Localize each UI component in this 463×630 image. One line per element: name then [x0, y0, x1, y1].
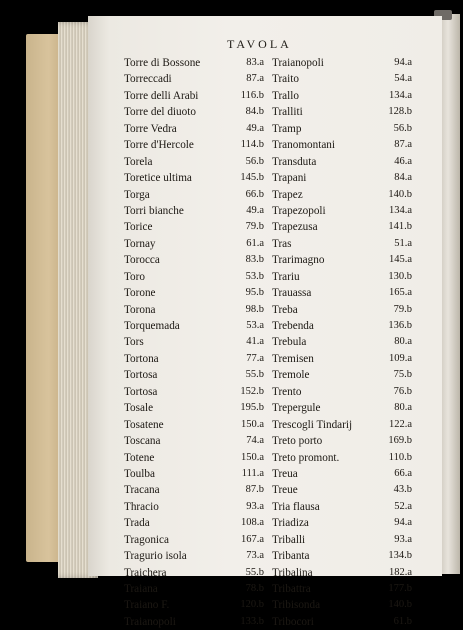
entry-page-ref: 94.a: [394, 57, 412, 68]
entry-page-ref: 136.b: [388, 320, 412, 331]
entry-name: Tribisonda: [272, 599, 321, 612]
index-entry: [124, 269, 264, 285]
entry-page-ref: 141.b: [388, 221, 412, 233]
index-entry: [124, 367, 264, 383]
entry-page-ref: 84.b: [245, 106, 264, 118]
entry-name: Torre d'Hercole: [124, 139, 194, 152]
entry-name: Traianopoli: [272, 57, 324, 69]
index-entry: [124, 302, 264, 318]
entry-name: Tortosa: [124, 369, 158, 382]
index-entry: [124, 55, 264, 71]
entry-name: Toro: [124, 270, 145, 283]
entry-name: Torreccadi: [124, 73, 172, 86]
entry-name: Torela: [124, 155, 153, 168]
entry-page-ref: 133.b: [240, 615, 264, 627]
entry-page-ref: 76.b: [393, 385, 412, 397]
entry-name: Traiana: [124, 583, 158, 595]
index-entry: [272, 104, 412, 120]
entry-page-ref: 145.a: [388, 254, 412, 266]
index-entry: [272, 137, 412, 153]
entry-page-ref: 109.a: [388, 352, 412, 364]
entry-page-ref: 61.b: [393, 615, 412, 627]
entry-page-ref: 140.b: [388, 599, 412, 611]
entry-page-ref: 182.a: [388, 566, 412, 578]
entry-page-ref: 80.a: [394, 336, 412, 348]
entry-page-ref: 83.b: [245, 254, 264, 266]
entry-name: Transduta: [272, 155, 317, 168]
entry-page-ref: 49.a: [246, 122, 264, 134]
page-title: TAVOLA: [227, 37, 292, 51]
entry-page-ref: 93.a: [246, 500, 264, 512]
index-entry: [272, 236, 412, 252]
index-entry: [272, 417, 412, 433]
entry-name: Trepergule: [272, 402, 321, 415]
entry-page-ref: 195.b: [240, 402, 264, 414]
entry-page-ref: 167.a: [240, 533, 264, 545]
index-entry: [124, 154, 264, 170]
entry-name: Trento: [272, 385, 302, 398]
entry-name: Trarimagno: [272, 254, 325, 267]
entry-page-ref: 55.b: [245, 369, 264, 381]
entry-name: Trescogli Tindarij: [272, 418, 353, 431]
entry-name: Trada: [124, 517, 150, 530]
entry-name: Treue: [272, 484, 298, 497]
entry-page-ref: 53.b: [245, 270, 264, 282]
entry-name: Treto porto: [272, 435, 323, 448]
entry-page-ref: 56.b: [393, 122, 412, 134]
entry-name: Treba: [272, 303, 298, 316]
index-entry: [124, 137, 264, 153]
entry-name: Torre delli Arabi: [124, 89, 199, 102]
index-entry: [272, 384, 412, 400]
entry-page-ref: 49.a: [246, 204, 264, 216]
index-entry: [272, 154, 412, 170]
entry-page-ref: 128.b: [388, 106, 412, 118]
entry-page-ref: 87.a: [246, 73, 264, 85]
entry-page-ref: 73.a: [246, 550, 264, 562]
entry-page-ref: 130.b: [388, 270, 412, 282]
entry-page-ref: 134.a: [388, 89, 412, 101]
entry-name: Treua: [272, 467, 298, 480]
index-entry: [272, 515, 412, 531]
entry-page-ref: 46.a: [394, 155, 412, 167]
index-entry: [272, 318, 412, 334]
index-entry: [272, 548, 412, 564]
index-entry: [124, 203, 264, 219]
index-entry: [272, 55, 412, 71]
entry-name: Tremisen: [272, 352, 314, 365]
entry-page-ref: 111.a: [241, 467, 264, 479]
entry-page-ref: 140.b: [388, 188, 412, 200]
index-entry: [124, 384, 264, 400]
entry-page-ref: 150.a: [240, 418, 264, 430]
entry-name: Tortosa: [124, 385, 158, 398]
entry-page-ref: 95.b: [245, 287, 264, 299]
entry-page-ref: 116.b: [240, 89, 264, 101]
index-entry: [124, 515, 264, 531]
index-entry: [272, 203, 412, 219]
index-entry: [272, 400, 412, 416]
entry-page-ref: 78.b: [245, 583, 264, 594]
index-entry: [124, 219, 264, 235]
entry-name: Traito: [272, 73, 299, 86]
entry-name: Tramp: [272, 122, 302, 135]
index-entry: [272, 334, 412, 350]
entry-name: Torga: [124, 188, 150, 201]
index-entry: [124, 318, 264, 334]
entry-name: Torquemada: [124, 320, 180, 332]
index-column-right: [272, 55, 412, 630]
entry-page-ref: 56.b: [245, 155, 264, 167]
entry-page-ref: 145.b: [240, 172, 264, 184]
index-entry: [272, 581, 412, 597]
entry-name: Toulba: [124, 467, 155, 480]
index-entry: [272, 482, 412, 498]
entry-name: Tragonica: [124, 533, 169, 546]
entry-name: Tortona: [124, 352, 159, 365]
index-entry: [272, 614, 412, 630]
entry-name: Toscana: [124, 435, 161, 448]
entry-name: Tras: [272, 237, 292, 250]
entry-name: Torone: [124, 287, 156, 300]
index-entry: [272, 219, 412, 235]
entry-name: Torice: [124, 221, 153, 234]
entry-page-ref: 55.b: [245, 566, 264, 578]
entry-name: Tracana: [124, 484, 160, 497]
entry-page-ref: 41.a: [246, 336, 264, 348]
entry-page-ref: 83.a: [246, 57, 264, 68]
entry-page-ref: 87.a: [394, 139, 412, 151]
entry-page-ref: 53.a: [246, 320, 264, 331]
index-entry: [124, 499, 264, 515]
entry-page-ref: 108.a: [240, 517, 264, 529]
index-entry: [272, 499, 412, 515]
entry-name: Torri bianche: [124, 204, 184, 217]
index-entry: [124, 351, 264, 367]
index-entry: [272, 285, 412, 301]
index-entry: [124, 450, 264, 466]
entry-name: Torre Vedra: [124, 122, 177, 135]
index-entry: [272, 351, 412, 367]
entry-page-ref: 54.a: [394, 73, 412, 85]
entry-name: Torre di Bossone: [124, 57, 201, 69]
entry-page-ref: 87.b: [245, 484, 264, 496]
entry-page-ref: 75.b: [393, 369, 412, 381]
entry-page-ref: 134.a: [388, 204, 412, 216]
index-entry: [124, 285, 264, 301]
entry-name: Trebula: [272, 336, 307, 349]
entry-page-ref: 169.b: [388, 435, 412, 447]
entry-page-ref: 177.b: [388, 583, 412, 594]
entry-name: Trapezusa: [272, 221, 318, 234]
index-entry: [272, 532, 412, 548]
index-entry: [272, 252, 412, 268]
index-entry: [272, 565, 412, 581]
entry-page-ref: 93.a: [394, 533, 412, 545]
index-entry: [124, 482, 264, 498]
right-page-edge: [440, 14, 460, 574]
entry-name: Tribocori: [272, 615, 314, 628]
index-entry: [124, 187, 264, 203]
entry-name: Tribalina: [272, 566, 313, 579]
entry-name: Traianopoli: [124, 615, 176, 628]
index-entry: [272, 466, 412, 482]
index-entry: [272, 450, 412, 466]
entry-page-ref: 134.b: [388, 550, 412, 562]
entry-page-ref: 79.b: [393, 303, 412, 315]
entry-page-ref: 79.b: [245, 221, 264, 233]
index-entry: [124, 71, 264, 87]
entry-name: Trapani: [272, 172, 307, 185]
entry-name: Totene: [124, 451, 155, 464]
entry-name: Torre del diuoto: [124, 106, 196, 119]
entry-name: Tosatene: [124, 418, 164, 431]
entry-name: Trariu: [272, 270, 300, 283]
entry-name: Torona: [124, 303, 156, 316]
index-entry: [124, 532, 264, 548]
entry-name: Tranomontani: [272, 139, 335, 152]
index-entry: [272, 433, 412, 449]
entry-name: Tors: [124, 336, 144, 349]
index-entry: [272, 170, 412, 186]
index-entry: [124, 565, 264, 581]
entry-name: Treto promont.: [272, 451, 340, 464]
index-entry: [124, 433, 264, 449]
index-column-left: [124, 55, 264, 630]
entry-page-ref: 114.b: [240, 139, 264, 151]
entry-page-ref: 52.a: [394, 500, 412, 512]
entry-name: Tornay: [124, 237, 156, 250]
entry-page-ref: 66.a: [394, 467, 412, 479]
entry-name: Triadiza: [272, 517, 309, 530]
entry-page-ref: 122.a: [388, 418, 412, 430]
entry-page-ref: 51.a: [394, 237, 412, 249]
index-entry: [272, 71, 412, 87]
index-entry: [124, 236, 264, 252]
entry-page-ref: 150.a: [240, 451, 264, 463]
index-entry: [124, 417, 264, 433]
entry-name: Trapez: [272, 188, 303, 201]
entry-name: Tralliti: [272, 106, 303, 119]
entry-name: Trebenda: [272, 320, 314, 332]
index-entry: [124, 104, 264, 120]
index-entry: [124, 334, 264, 350]
entry-name: Tribattra: [272, 583, 311, 595]
entry-name: Trallo: [272, 89, 299, 102]
entry-page-ref: 43.b: [393, 484, 412, 496]
entry-name: Tragurio isola: [124, 550, 187, 563]
index-entry: [124, 400, 264, 416]
index-entry: [124, 614, 264, 630]
entry-page-ref: 110.b: [388, 451, 412, 463]
index-entry: [124, 170, 264, 186]
entry-name: Traiano F.: [124, 599, 170, 612]
index-entry: [124, 466, 264, 482]
entry-page-ref: 66.b: [245, 188, 264, 200]
entry-page-ref: 120.b: [240, 599, 264, 611]
index-entry: [124, 121, 264, 137]
entry-page-ref: 74.a: [246, 435, 264, 447]
entry-name: Trauassa: [272, 287, 312, 300]
entry-page-ref: 94.a: [394, 517, 412, 529]
entry-page-ref: 152.b: [240, 385, 264, 397]
entry-page-ref: 80.a: [394, 402, 412, 414]
index-entry: [124, 581, 264, 597]
entry-name: Torocca: [124, 254, 160, 267]
entry-name: Triballi: [272, 533, 306, 546]
entry-page-ref: 98.b: [245, 303, 264, 315]
index-entry: [124, 88, 264, 104]
entry-name: Tribanta: [272, 550, 310, 563]
index-entry: [272, 269, 412, 285]
entry-name: Trapezopoli: [272, 204, 326, 217]
index-entry: [272, 121, 412, 137]
entry-name: Traichera: [124, 566, 167, 579]
index-entry: [272, 187, 412, 203]
entry-name: Tria flausa: [272, 500, 320, 513]
index-entry: [124, 548, 264, 564]
entry-name: Thracio: [124, 500, 159, 513]
entry-page-ref: 77.a: [246, 352, 264, 364]
entry-page-ref: 84.a: [394, 172, 412, 184]
entry-name: Tremole: [272, 369, 310, 382]
index-entry: [272, 367, 412, 383]
entry-page-ref: 165.a: [388, 287, 412, 299]
entry-page-ref: 61.a: [246, 237, 264, 249]
index-entry: [124, 252, 264, 268]
entry-name: Tosale: [124, 402, 154, 415]
entry-name: Toretice ultima: [124, 172, 192, 185]
index-entry: [272, 88, 412, 104]
index-entry: [272, 302, 412, 318]
